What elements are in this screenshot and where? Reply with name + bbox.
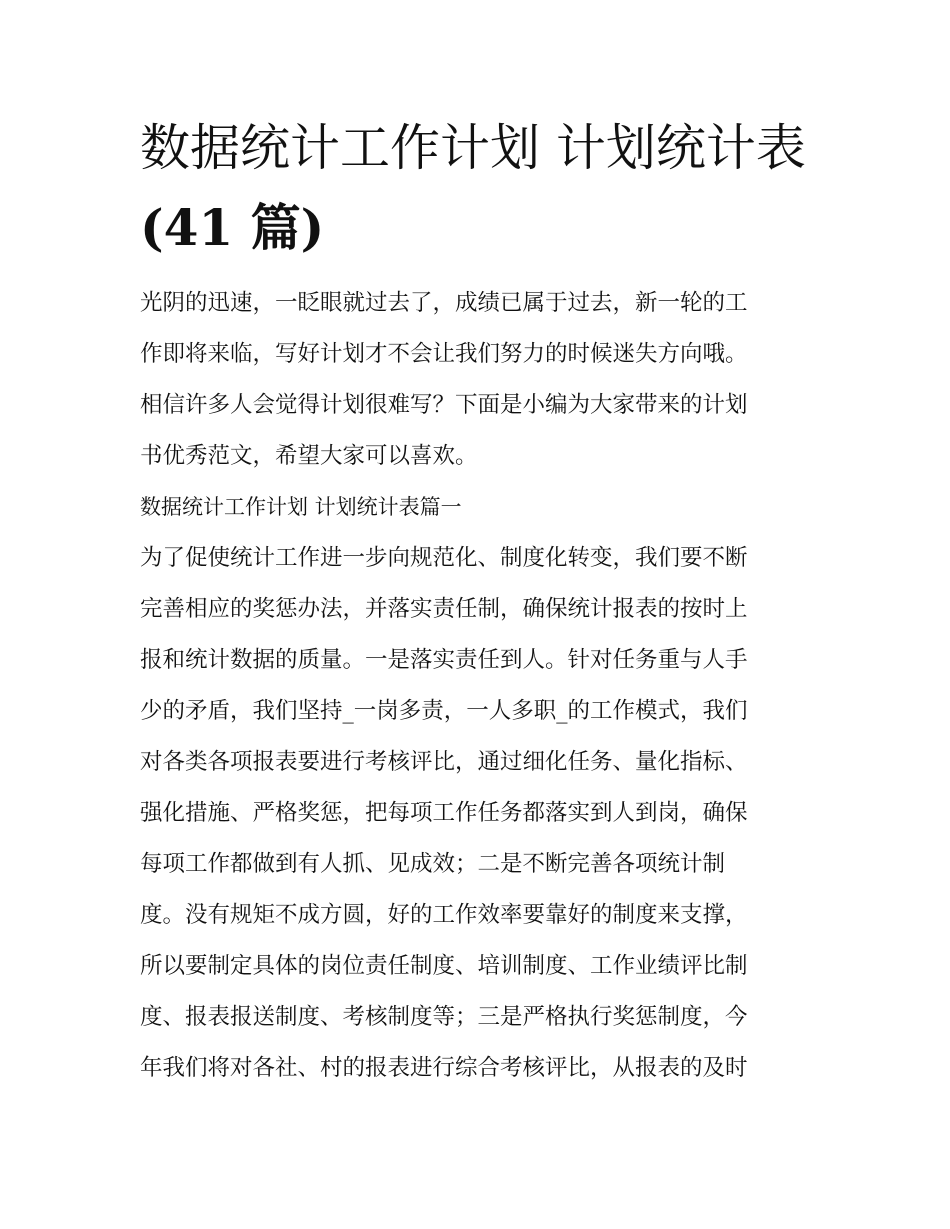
intro-line-4: 书优秀范文，希望大家可以喜欢。 xyxy=(140,443,478,469)
body-line-4: 少的矛盾，我们坚持_一岗多责，一人多职_的工作模式，我们 xyxy=(140,698,748,724)
intro-line-2: 作即将来临，写好计划才不会让我们努力的时候迷失方向哦。 xyxy=(140,341,748,367)
body-line-6: 强化措施、严格奖惩，把每项工作任务都落实到人到岗，确保 xyxy=(140,800,748,826)
intro-line-3: 相信许多人会觉得计划很难写？下面是小编为大家带来的计划 xyxy=(140,392,748,418)
document-body xyxy=(140,278,830,1094)
title-line-1: 数据统计工作计划 计划统计表 xyxy=(140,119,806,177)
document-title xyxy=(140,108,830,268)
document-page xyxy=(140,108,830,1094)
body-line-9: 所以要制定具体的岗位责任制度、培训制度、工作业绩评比制 xyxy=(140,953,748,979)
body-line-7: 每项工作都做到有人抓、见成效；二是不断完善各项统计制 xyxy=(140,851,726,877)
body-line-3: 报和统计数据的质量。一是落实责任到人。针对任务重与人手 xyxy=(140,647,748,673)
body-line-2: 完善相应的奖惩办法，并落实责任制，确保统计报表的按时上 xyxy=(140,596,748,622)
intro-line-1: 光阴的迅速，一眨眼就过去了，成绩已属于过去，新一轮的工 xyxy=(140,290,748,316)
body-line-5: 对各类各项报表要进行考核评比，通过细化任务、量化指标、 xyxy=(140,749,748,775)
body-line-8: 度。没有规矩不成方圆，好的工作效率要靠好的制度来支撑， xyxy=(140,902,748,928)
section-heading: 数据统计工作计划 计划统计表篇一 xyxy=(140,495,462,519)
body-line-11: 年我们将对各社、村的报表进行综合考核评比，从报表的及时 xyxy=(140,1055,748,1081)
title-line-2: (41 篇) xyxy=(140,198,325,257)
body-line-10: 度、报表报送制度、考核制度等；三是严格执行奖惩制度，今 xyxy=(140,1004,748,1030)
body-line-1: 为了促使统计工作进一步向规范化、制度化转变，我们要不断 xyxy=(140,545,748,571)
